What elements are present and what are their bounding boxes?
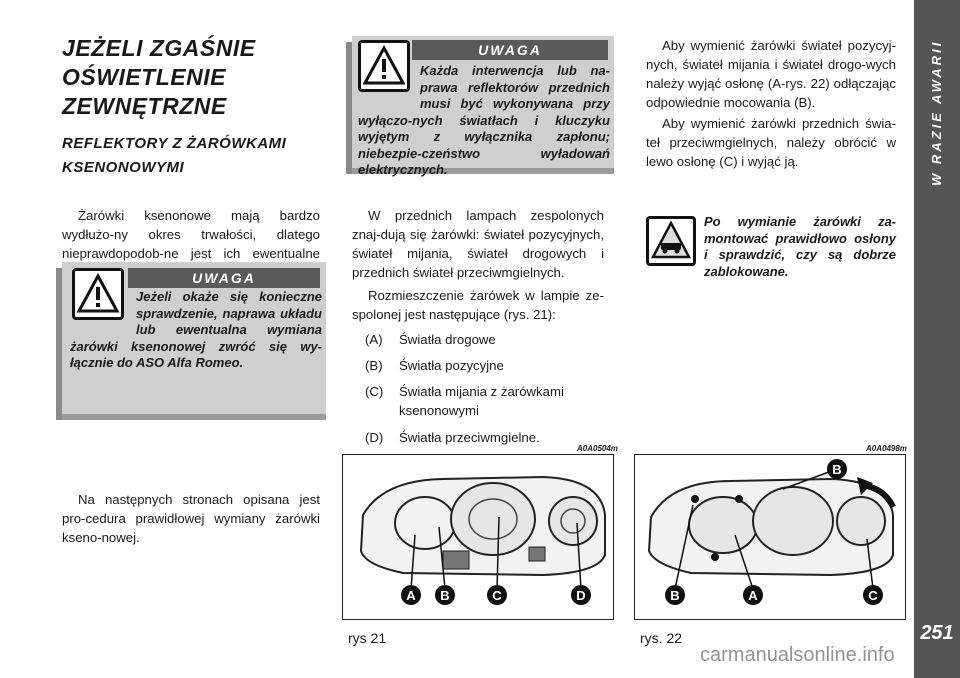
figure-headlamp-rys21 [342,454,614,620]
label-D: D [576,588,586,603]
label-C: C [492,588,502,603]
intro-paragraph: Żarówki ksenonowe mają bardzo wydłużo-ny okres trwałości, dlatego nieprawdopodob-ne jest ich ewentualne [62,208,320,261]
label-B: B [440,588,450,603]
section-title-vertical: W RAZIE AWARII [929,40,944,187]
figure-code: A0A0498m [866,444,907,453]
warning-label: UWAGA [412,40,608,60]
label-A: A [406,588,416,603]
car-safety-icon [646,216,696,266]
watermark: carmanualsonline.info [700,644,895,666]
figure-code: A0A0504m [577,444,618,453]
subsection-title: REFLEKTORY Z ŻARÓWKAMI KSENONOWYMI [62,135,287,176]
page-title: JEŻELI ZGAŚNIE OŚWIETLENIE ZEWNĘTRZNE [62,35,256,119]
label-A: A [748,588,758,603]
bulbs-paragraph: W przednich lampach zespolonych znaj-dują się żarówki: świateł pozycyjnych, świateł mijania, świateł drogowych i przednich świateł przeciwmgielnych. [352,208,604,280]
figure-caption: rys. 22 [640,630,683,646]
figure-caption: rys 21 [348,630,387,646]
layout-paragraph: Rozmieszczenie żarówek w lampie ze-spolonej jest następujące (rys. 21): [352,288,604,322]
warning-text-electrical: Każda interwencja lub na-prawa reflektorów przednich musi być wykonywana przy wyłączo-nych światłach i kluczyku wyjętym z wyłącznika zapłonu; niebezpie-czeństwo wyładowań elektrycznych. [358,63,610,177]
outro-paragraph: Na następnych stronach opisana jest pro-cedura prawidłowej wymiany żarówki kseno-nowej. [62,492,320,545]
warning-box-electrical [352,36,614,177]
warning-label: UWAGA [128,268,320,288]
label-B: B [670,588,680,603]
section-sidebar [914,0,960,678]
label-B-top: B [832,462,842,477]
figure-headlamp-rys22 [634,454,906,620]
warning-box-xenon [62,262,326,414]
cover-paragraph: Aby wymienić żarówki świateł pozycyj-nych, świateł mijania i świateł drogo-wych należy wyjąć osłonę (A-rys. 22) odłączając odpowiednie mocowania (B). [646,38,896,110]
label-C: C [868,588,878,603]
fog-paragraph: Aby wymienić żarówki przednich świa-teł przeciwmgielnych, należy obrócić w lewo osłonę (C) i wyjąć ją. [646,116,896,169]
page-number: 251 [920,622,954,644]
safety-note: Po wymianie żarówki za-montować prawidłowo osłony i sprawdzić, czy są dobrze zablokowane. [704,214,896,279]
warning-text-xenon: Jeżeli okaże się konieczne sprawdzenie, naprawa układu lub ewentualna wymiana żarówki ksenonowej zwróć się wy-łącznie do ASO Alfa Romeo. [70,289,322,370]
